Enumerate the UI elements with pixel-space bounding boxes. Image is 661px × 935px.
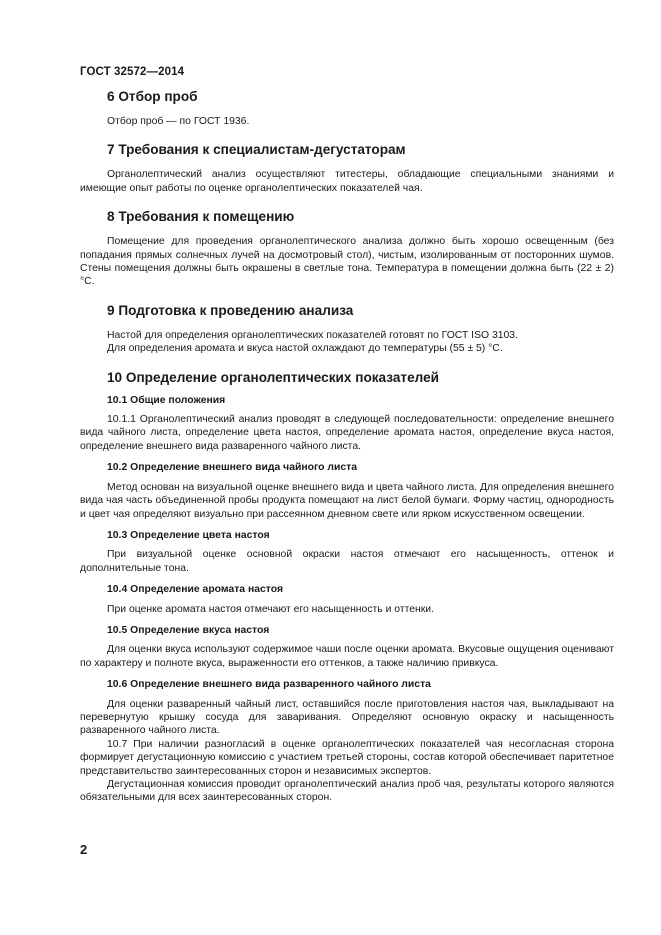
subsection-10-2-title: 10.2 Определение внешнего вида чайного листа: [107, 462, 358, 474]
subsection-10-2-paragraph: Метод основан на визуальной оценке внешнего вида и цвета чайного листа. Для определения внешнего вида чая часть объединенной пробы продукта помещают на лист белой бумаги. Форму частиц, однородность и цвет чая определяют визуально при рассеянном дневном свете или ярком искусственном освещении.: [80, 481, 614, 520]
subsection-10-3-title: 10.3 Определение цвета настоя: [107, 529, 270, 541]
section-10-title: 10 Определение органолептических показателей: [107, 369, 440, 385]
subsection-10-5-title: 10.5 Определение вкуса настоя: [107, 624, 270, 636]
commission-paragraph: Дегустационная комиссия проводит органолептический анализ проб чая, результаты которого являются обязательными для всех заинтересованных сторон.: [80, 779, 614, 804]
section-6-title: 6 Отбор проб: [107, 89, 198, 104]
section-8-paragraph: Помещение для проведения органолептического анализа должно быть хорошо освещенным (без попадания прямых солнечных лучей на досмотровый стол), чистым, изолированным от посторонних шумов. Стены помещения должны быть окрашены в светлые тона. Температура в помещении должна быть (22 ± 2) °С.: [80, 236, 614, 288]
section-6-paragraph: Отбор проб — по ГОСТ 1936.: [107, 116, 250, 127]
subsection-10-4-title: 10.4 Определение аромата настоя: [107, 584, 284, 596]
section-9-paragraph-1: Настой для определения органолептических показателей готовят по ГОСТ ISO 3103.: [107, 329, 518, 341]
subsection-10-6-title: 10.6 Определение внешнего вида разваренного чайного листа: [107, 679, 431, 691]
subsection-10-1-paragraph: 10.1.1 Органолептический анализ проводят в следующей последовательности: определение внешнего вида чайного листа, определение цвета настоя, определение аромата настоя, определение вкуса настоя, определение внешнего вида разваренного чайного листа.: [80, 414, 614, 452]
document-body: [80, 86, 614, 805]
subsection-10-7-paragraph: 10.7 При наличии разногласий в оценке органолептических показателей чая несогласная сторона формирует дегустационную комиссию с участием третьей стороны, состав которой обеспечивает паритетное представительство заинтересованных сторон и независимых экспертов.: [80, 738, 614, 777]
section-7-title: 7 Требования к специалистам-дегустаторам: [107, 142, 406, 158]
subsection-10-6-paragraph: Для оценки разваренный чайный лист, оставшийся после приготовления настоя чая, выкладывают на перевернутую крышку сосуда для заваривания. Определяют основную окраску и насыщенность разваренного чайного листа.: [80, 698, 614, 737]
page-number: 2: [80, 842, 88, 857]
section-9-paragraph-2: Для определения аромата и вкуса настой охлаждают до температуры (55 ± 5) °С.: [107, 343, 503, 355]
subsection-10-5-paragraph: Для оценки вкуса используют содержимое чаши после оценки аромата. Вкусовые ощущения оценивают по характеру и полноте вкуса, выраженности его оттенков, а также наличию привкуса.: [80, 644, 614, 669]
section-7-paragraph: Органолептический анализ осуществляют титестеры, обладающие специальными знаниями и имеющие опыт работы по оценке органолептических показателей чая.: [80, 169, 614, 194]
document-code-header: ГОСТ 32572—2014: [80, 66, 185, 78]
subsection-10-3-paragraph: При визуальной оценке основной окраски настоя отмечают его насыщенность, оттенок и дополнительные тона.: [80, 549, 614, 574]
subsection-10-1-title: 10.1 Общие положения: [107, 394, 226, 406]
section-9-title: 9 Подготовка к проведению анализа: [107, 302, 354, 318]
section-8-title: 8 Требования к помещению: [107, 209, 295, 225]
subsection-10-4-paragraph: При оценке аромата настоя отмечают его насыщенность и оттенки.: [107, 603, 434, 615]
